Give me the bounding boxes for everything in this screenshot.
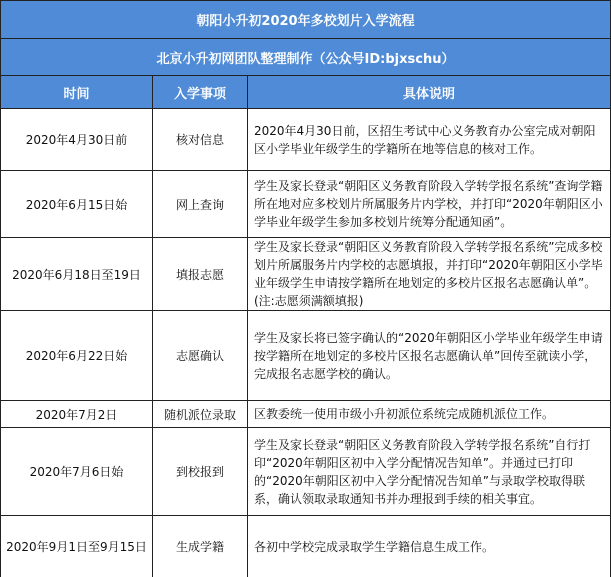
table-row: [1, 516, 611, 577]
row-desc: 各初中学校完成录取学生学籍信息生成工作。: [248, 516, 611, 577]
row-desc: 学生及家长将已签字确认的“2020年朝阳区小学毕业年级学生申请按学籍所在地划定的多校片区报名志愿确认单”回传至就读小学，完成报名志愿学校的确认。: [248, 311, 611, 401]
row-desc: 区教委统一使用市级小升初派位系统完成随机派位工作。: [248, 401, 611, 428]
table-row: [1, 109, 611, 171]
header-desc: 具体说明: [248, 76, 611, 109]
row-desc: 学生及家长登录“朝阳区义务教育阶段入学转学报名系统”查询学籍所在地对应多校划片所属服务片内学校，并打印“2020年朝阳区小学毕业年级学生参加多校划片统筹分配通知函”。: [248, 171, 611, 238]
row-item: 随机派位录取: [153, 401, 248, 428]
table-row: [1, 311, 611, 401]
row-time: 2020年6月18日至19日: [1, 238, 153, 311]
row-item: 网上查询: [153, 171, 248, 238]
header-time: 时间: [1, 76, 153, 109]
row-time: 2020年7月6日始: [1, 428, 153, 516]
row-item: 填报志愿: [153, 238, 248, 311]
row-desc: 2020年4月30日前，区招生考试中心义务教育办公室完成对朝阳区小学毕业年级学生的学籍所在地等信息的核对工作。: [248, 109, 611, 171]
table-row: [1, 171, 611, 238]
row-item: 志愿确认: [153, 311, 248, 401]
row-time: 2020年9月1日至9月15日: [1, 516, 153, 577]
row-time: 2020年6月22日始: [1, 311, 153, 401]
table-row: [1, 428, 611, 516]
row-time: 2020年7月2日: [1, 401, 153, 428]
table-row: [1, 401, 611, 428]
row-item: 到校报到: [153, 428, 248, 516]
table-row: [1, 238, 611, 311]
header-item: 入学事项: [153, 76, 248, 109]
row-desc: 学生及家长登录“朝阳区义务教育阶段入学转学报名系统”完成多校划片所属服务片内学校的志愿填报，并打印“2020年朝阳区小学毕业年级学生申请按学籍所在地划定的多校片区报名志愿确认单”。(注:志愿须满额填报): [248, 238, 611, 311]
row-desc: 学生及家长登录“朝阳区义务教育阶段入学转学报名系统”自行打印“2020年朝阳区初中入学分配情况告知单”。并通过已打印的“2020年朝阳区初中入学分配情况告知单”与录取学校取得联系，确认领取录取通知书并办理报到手续的相关事宜。: [248, 428, 611, 516]
row-time: 2020年4月30日前: [1, 109, 153, 171]
row-item: 生成学籍: [153, 516, 248, 577]
row-time: 2020年6月15日始: [1, 171, 153, 238]
row-item: 核对信息: [153, 109, 248, 171]
table-subtitle: 北京小升初网团队整理制作（公众号ID:bjxschu）: [1, 39, 611, 76]
table-title: 朝阳小升初2020年多校划片入学流程: [1, 1, 611, 39]
